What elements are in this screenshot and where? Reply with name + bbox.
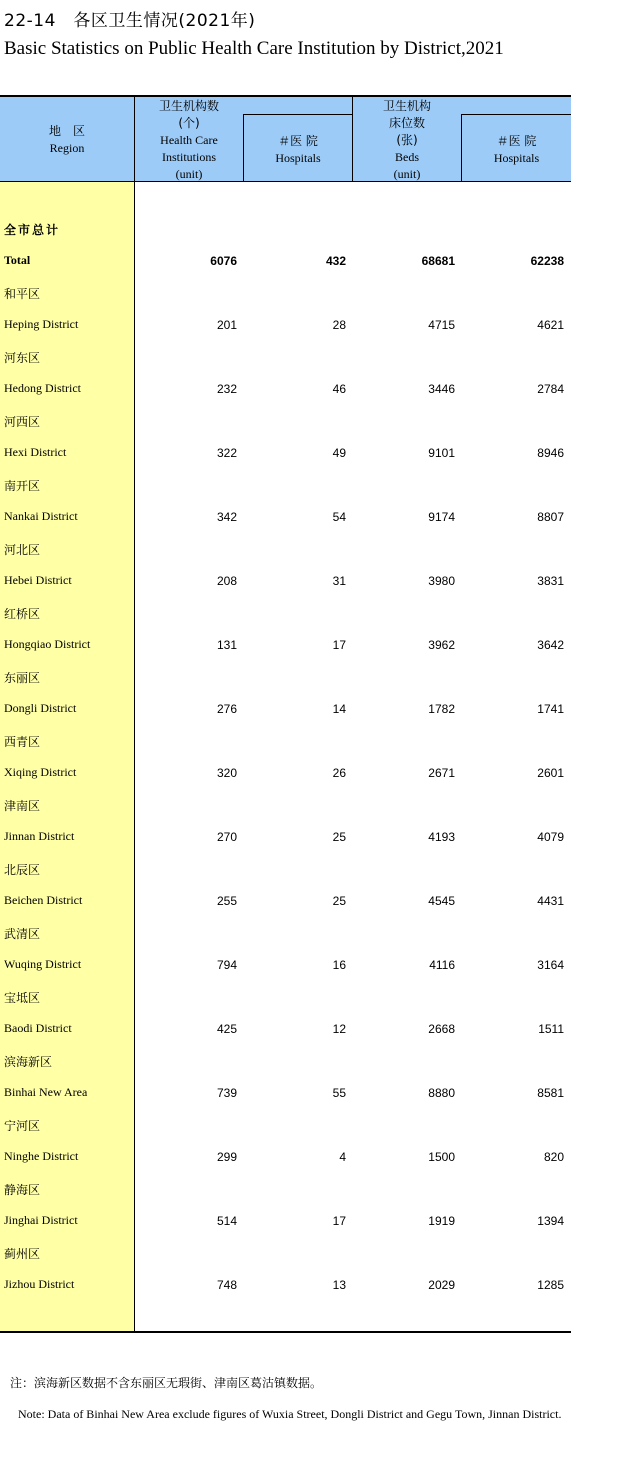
region-name-en: Ninghe District	[4, 1149, 79, 1163]
header-region-cn: 地 区	[48, 124, 85, 138]
page-title-en: Basic Statistics on Public Health Care Institution by District,2021	[4, 38, 504, 59]
header-hosp1-cn: ＃医 院	[278, 134, 318, 148]
header-beds-cn-2: 床位数	[388, 116, 425, 130]
header-beds-en: Beds	[395, 150, 419, 164]
region-name-en: Baodi District	[4, 1021, 72, 1035]
header-divider	[461, 114, 571, 115]
cell-beds: 2668	[428, 1022, 455, 1036]
region-name-en: Binhai New Area	[4, 1085, 88, 1099]
cell-inst: 322	[216, 446, 237, 460]
cell-inst: 794	[216, 958, 237, 972]
region-name-cn: 武清区	[4, 927, 41, 941]
cell-inst-hosp: 12	[332, 1022, 346, 1036]
cell-inst: 131	[216, 638, 237, 652]
cell-inst: 342	[216, 510, 237, 524]
region-name-en: Dongli District	[4, 701, 77, 715]
cell-beds: 8880	[428, 1086, 455, 1100]
header-region-en: Region	[49, 141, 85, 155]
header-divider	[461, 114, 462, 182]
header-hosp1-en: Hospitals	[275, 151, 321, 165]
cell-beds: 3446	[428, 382, 455, 396]
region-name-en: Jinghai District	[4, 1213, 78, 1227]
cell-inst-hosp: 28	[332, 318, 346, 332]
cell-inst-hosp: 31	[332, 574, 346, 588]
region-name-en: Wuqing District	[4, 957, 82, 971]
cell-inst-hosp: 17	[332, 638, 346, 652]
header-inst-unit-en: (unit)	[175, 167, 203, 181]
header-inst-en-2: Institutions	[161, 150, 216, 164]
page-title-cn: 22-14 各区卫生情况(2021年)	[4, 11, 256, 31]
region-column-divider	[134, 182, 135, 1331]
cell-beds-hosp: 820	[543, 1150, 564, 1164]
cell-inst-hosp: 25	[332, 894, 346, 908]
cell-inst-hosp: 14	[332, 702, 346, 716]
region-name-en: Hebei District	[4, 573, 72, 587]
cell-inst: 748	[216, 1278, 237, 1292]
cell-inst-hosp: 25	[332, 830, 346, 844]
cell-beds: 3980	[428, 574, 455, 588]
region-name-cn: 河北区	[4, 543, 41, 557]
cell-beds-hosp: 8946	[537, 446, 564, 460]
cell-inst-hosp: 46	[332, 382, 346, 396]
header-beds-unit-cn: (张)	[396, 133, 418, 147]
table-header	[0, 97, 571, 182]
cell-inst-hosp: 16	[332, 958, 346, 972]
cell-beds: 1500	[428, 1150, 455, 1164]
region-name-cn: 宝坻区	[4, 991, 41, 1005]
cell-beds-hosp: 1285	[537, 1278, 564, 1292]
cell-inst: 232	[216, 382, 237, 396]
header-inst-unit-cn: (个)	[178, 116, 200, 130]
region-name-cn: 静海区	[4, 1183, 41, 1197]
cell-beds-hosp: 4079	[537, 830, 564, 844]
cell-beds: 4545	[428, 894, 455, 908]
cell-inst: 514	[216, 1214, 237, 1228]
region-name-en: Hedong District	[4, 381, 81, 395]
cell-beds: 2029	[428, 1278, 455, 1292]
region-name-cn: 红桥区	[4, 607, 41, 621]
header-beds	[353, 98, 461, 183]
region-name-en: Hexi District	[4, 445, 67, 459]
cell-inst-hosp: 54	[332, 510, 346, 524]
cell-beds: 4715	[428, 318, 455, 332]
cell-beds-hosp: 8581	[537, 1086, 564, 1100]
cell-beds-hosp: 3164	[537, 958, 564, 972]
cell-inst: 320	[216, 766, 237, 780]
region-name-en: Xiqing District	[4, 765, 77, 779]
cell-inst-hosp: 432	[325, 254, 346, 268]
region-name-cn: 津南区	[4, 799, 41, 813]
region-name-en: Beichen District	[4, 893, 83, 907]
cell-beds-hosp: 2784	[537, 382, 564, 396]
header-inst-en-1: Health Care	[160, 133, 218, 147]
cell-inst-hosp: 17	[332, 1214, 346, 1228]
header-inst-hospitals	[244, 133, 352, 167]
cell-beds: 4193	[428, 830, 455, 844]
header-divider	[243, 114, 352, 115]
cell-beds-hosp: 1394	[537, 1214, 564, 1228]
header-beds-hospitals	[462, 133, 571, 167]
header-region	[0, 123, 134, 157]
region-name-cn: 滨海新区	[4, 1055, 53, 1069]
cell-beds-hosp: 4621	[537, 318, 564, 332]
cell-inst: 208	[216, 574, 237, 588]
region-name-en: Total	[4, 253, 31, 267]
cell-beds: 3962	[428, 638, 455, 652]
region-name-en: Jizhou District	[4, 1277, 75, 1291]
header-inst-cn: 卫生机构数	[158, 99, 219, 113]
cell-beds-hosp: 3642	[537, 638, 564, 652]
header-hosp2-cn: ＃医 院	[496, 134, 537, 148]
header-hosp2-en: Hospitals	[493, 151, 540, 165]
region-name-cn: 河东区	[4, 351, 41, 365]
cell-beds: 1919	[428, 1214, 455, 1228]
header-beds-cn-1: 卫生机构	[382, 99, 431, 113]
cell-beds-hosp: 3831	[537, 574, 564, 588]
header-beds-unit-en: (unit)	[393, 167, 421, 181]
cell-inst: 425	[216, 1022, 237, 1036]
cell-inst: 270	[216, 830, 237, 844]
cell-inst-hosp: 49	[332, 446, 346, 460]
region-name-cn: 西青区	[4, 735, 41, 749]
cell-beds: 4116	[429, 958, 455, 972]
cell-beds: 1782	[428, 702, 455, 716]
cell-inst: 299	[216, 1150, 237, 1164]
region-name-cn: 和平区	[4, 287, 41, 301]
cell-beds: 9174	[428, 510, 455, 524]
cell-beds-hosp: 62238	[530, 254, 564, 268]
header-institutions	[135, 98, 243, 183]
cell-beds-hosp: 8807	[537, 510, 564, 524]
cell-inst: 739	[216, 1086, 237, 1100]
cell-inst-hosp: 55	[332, 1086, 346, 1100]
region-name-cn: 北辰区	[4, 863, 41, 877]
region-name-en: Nankai District	[4, 509, 78, 523]
region-name-cn: 南开区	[4, 479, 41, 493]
table-bottom-rule	[0, 1331, 571, 1333]
region-name-cn: 河西区	[4, 415, 41, 429]
cell-inst-hosp: 4	[339, 1150, 346, 1164]
region-name-en: Hongqiao District	[4, 637, 91, 651]
region-name-cn: 东丽区	[4, 671, 41, 685]
cell-beds: 68681	[421, 254, 455, 268]
header-divider	[134, 97, 135, 182]
region-name-cn: 蓟州区	[4, 1247, 41, 1261]
cell-beds: 2671	[428, 766, 455, 780]
header-divider	[352, 97, 353, 182]
region-name-cn: 全市总计	[4, 223, 61, 237]
cell-inst-hosp: 26	[332, 766, 346, 780]
cell-inst: 6076	[210, 254, 237, 268]
cell-beds-hosp: 4431	[537, 894, 564, 908]
cell-inst: 276	[216, 702, 237, 716]
header-divider	[243, 114, 244, 182]
region-name-en: Heping District	[4, 317, 79, 331]
statistics-table	[0, 95, 571, 1333]
cell-beds: 9101	[428, 446, 455, 460]
cell-inst-hosp: 13	[332, 1278, 346, 1292]
cell-beds-hosp: 2601	[537, 766, 564, 780]
footnote-cn: 注：滨海新区数据不含东丽区无瑕街、津南区葛沽镇数据。	[10, 1376, 323, 1390]
cell-inst: 201	[216, 318, 237, 332]
cell-beds-hosp: 1511	[538, 1022, 564, 1036]
footnote-en: Note: Data of Binhai New Area exclude figures of Wuxia Street, Dongli District and Gegu Town, Jinnan District.	[18, 1407, 562, 1421]
region-name-en: Jinnan District	[4, 829, 75, 843]
cell-beds-hosp: 1741	[537, 702, 564, 716]
region-name-cn: 宁河区	[4, 1119, 41, 1133]
cell-inst: 255	[216, 894, 237, 908]
